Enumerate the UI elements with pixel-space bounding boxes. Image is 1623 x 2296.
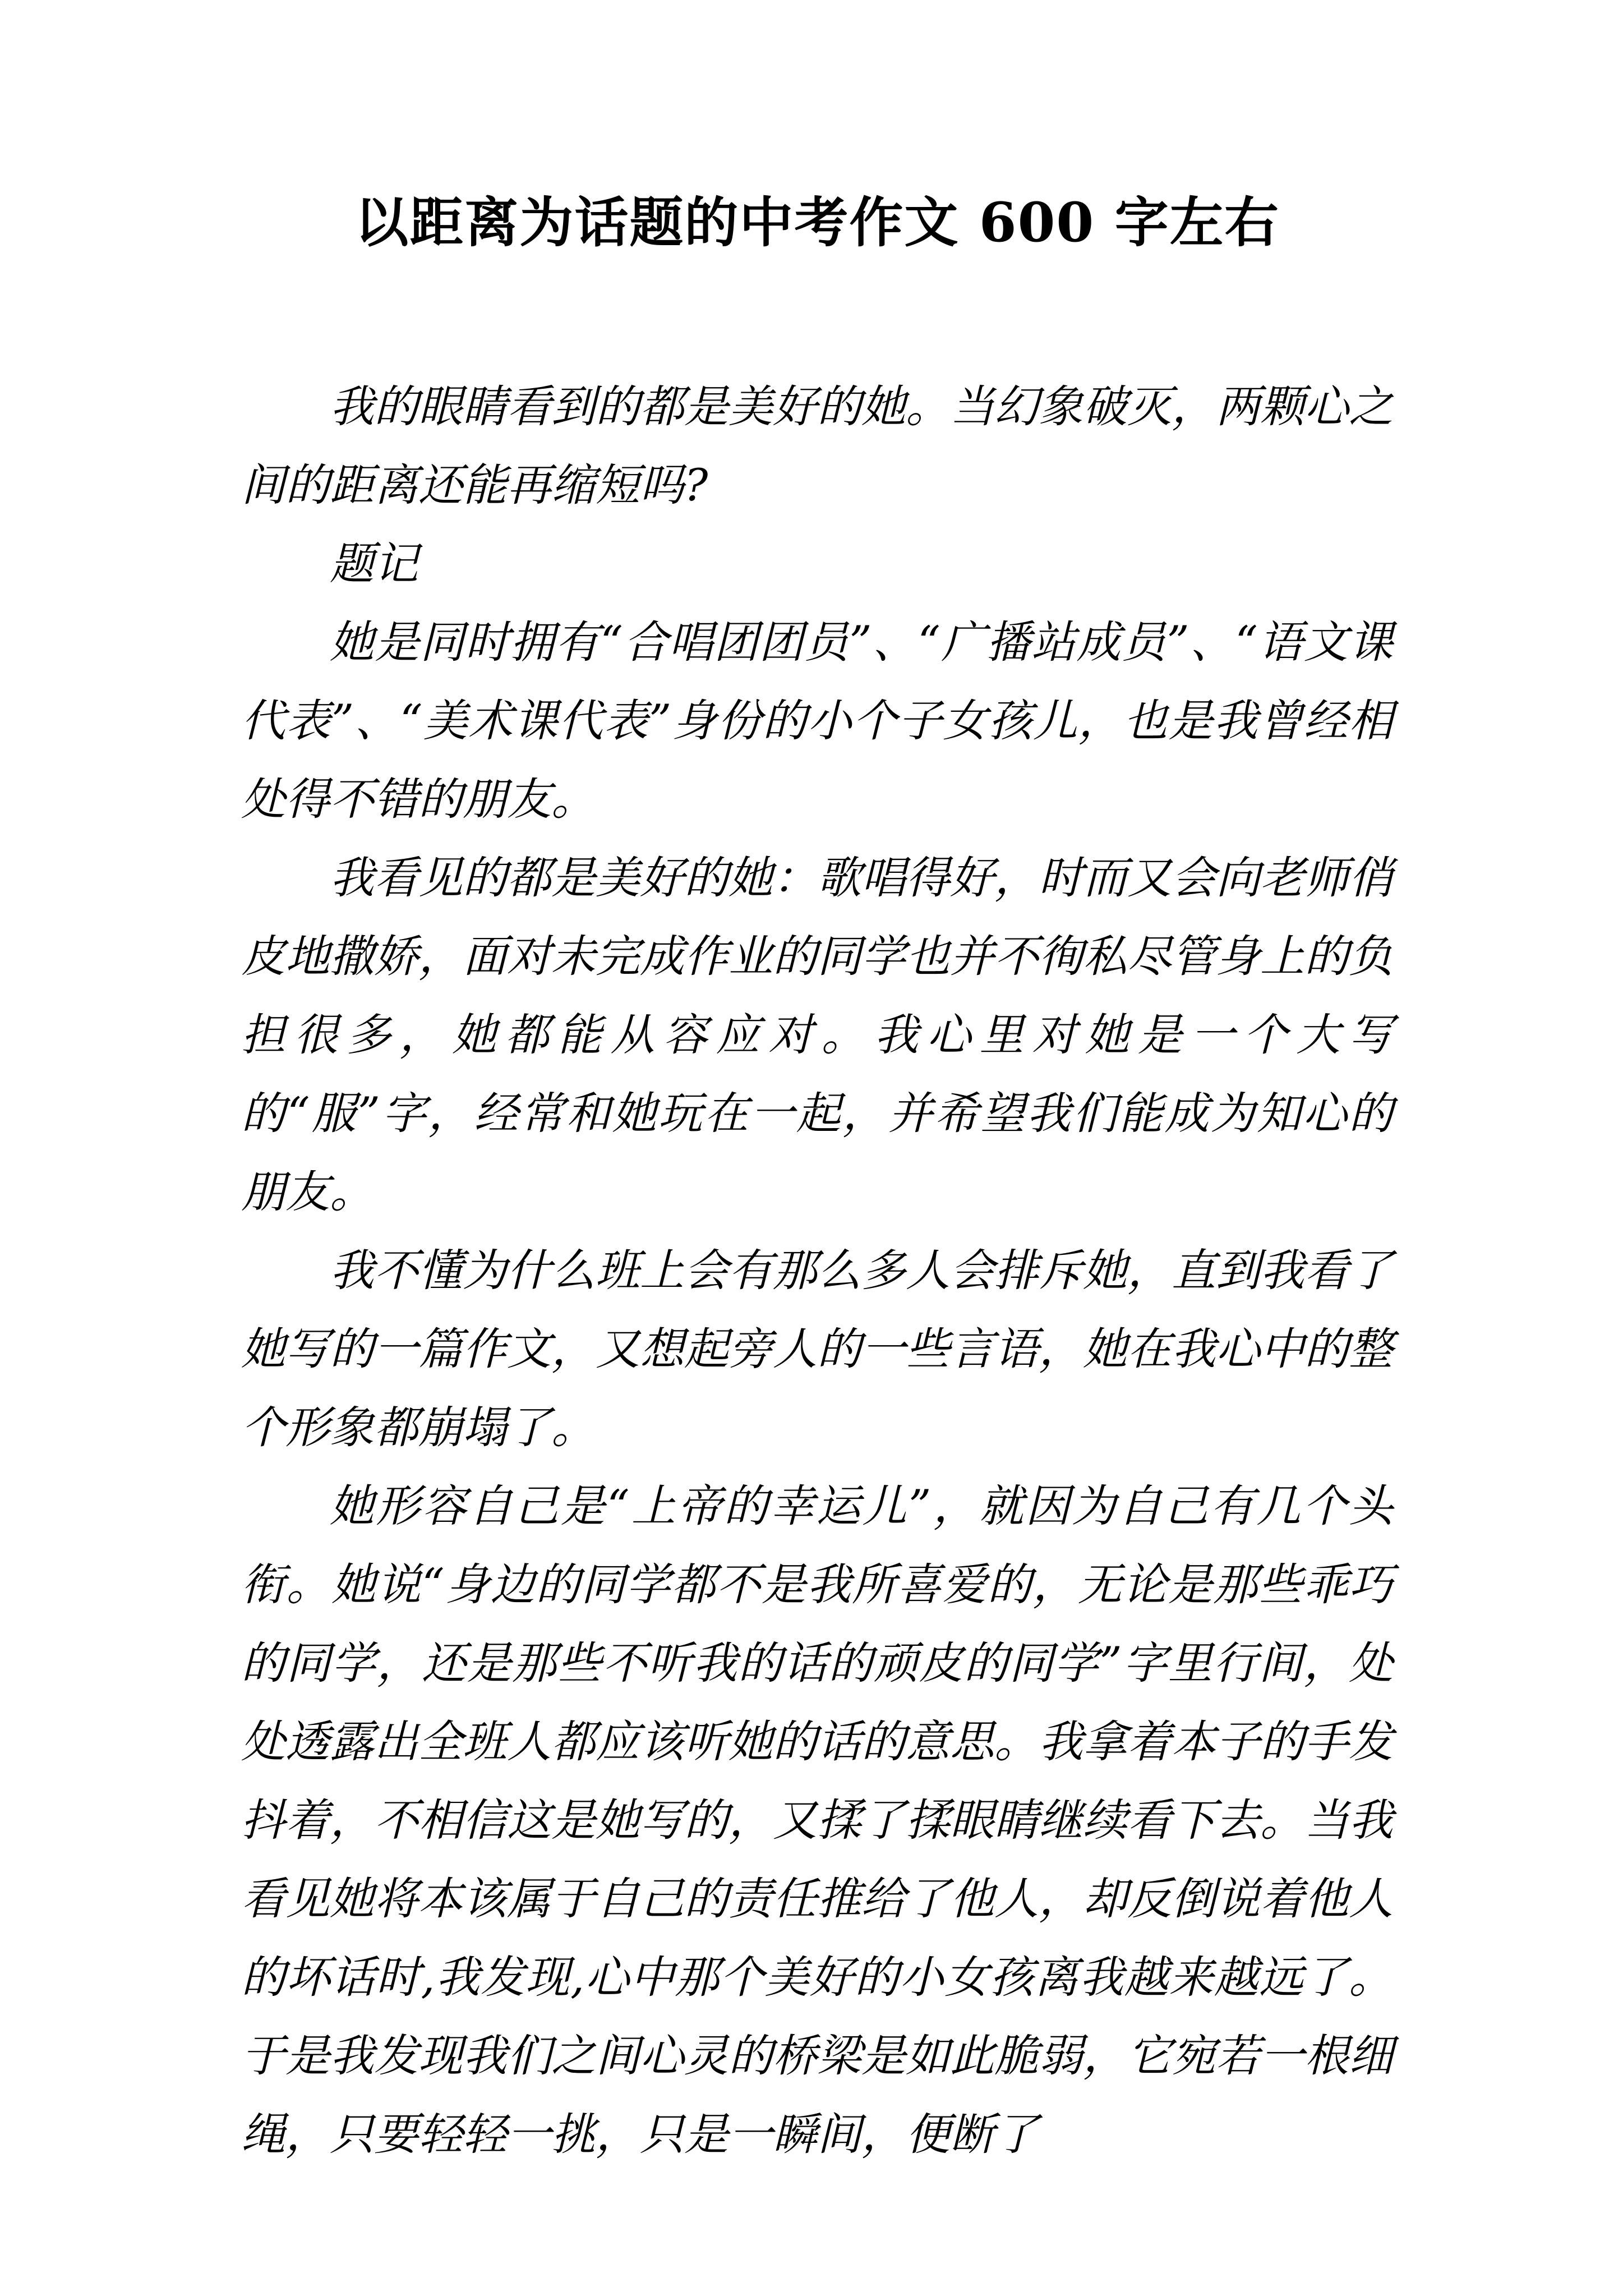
paragraph-doubt: 我不懂为什么班上会有那么多人会排斥她，直到我看了她写的一篇作文，又想起旁人的一些言语，她在我心中的整个形象都崩塌了。 <box>241 1244 1393 1453</box>
document-page <box>241 0 1393 2174</box>
paragraph-epigraph-label: 题记 <box>330 537 418 590</box>
paragraph-her-titles: 她是同时拥有“合唱团团员”、“广播站成员”、“语文课代表”、“美术课代表”身份的小个子女孩儿，也是我曾经相处得不错的朋友。 <box>241 616 1393 825</box>
paragraph-collapse: 她形容自己是“上帝的幸运儿”，就因为自己有几个头衔。她说“身边的同学都不是我所喜爱的，无论是那些乖巧的同学，还是那些不听我的话的顽皮的同学”字里行间，处处透露出全班人都应该听她的话的意思。我拿着本子的手发抖着，不相信这是她写的，又揉了揉眼睛继续看下去。当我看见她将本该属于自己的责任推给了他人，却反倒说着他人的坏话时,我发现,心中那个美好的小女孩离我越来越远了。于是我发现我们之间心灵的桥梁是如此脆弱，它宛若一根细绳，只要轻轻一挑，只是一瞬间，便断了 <box>241 1480 1393 2160</box>
paragraph-intro: 我的眼睛看到的都是美好的她。当幻象破灭，两颗心之间的距离还能再缩短吗? <box>241 380 1393 511</box>
document-body <box>241 367 1393 2174</box>
document-title: 以距离为话题的中考作文 600 字左右 <box>354 191 1280 254</box>
paragraph-good-impression: 我看见的都是美好的她：歌唱得好，时而又会向老师俏皮地撒娇，面对未完成作业的同学也并不徇私尽管身上的负担很多，她都能从容应对。我心里对她是一个大写的“服”字，经常和她玩在一起，并希望我们能成为知心的朋友。 <box>241 852 1393 1218</box>
